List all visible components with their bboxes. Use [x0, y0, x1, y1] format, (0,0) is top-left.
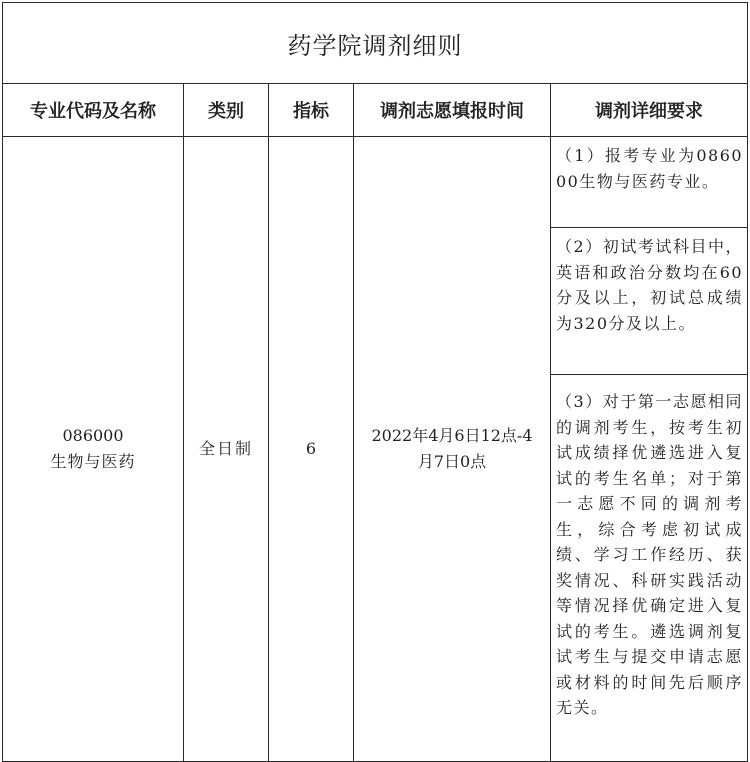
requirement-2: （2）初试考试科目中，英语和政治分数均在60分及以上，初试总成绩为320分及以上。: [551, 228, 748, 375]
category-cell: 全日制: [184, 137, 269, 762]
major-name: 生物与医药: [50, 452, 136, 471]
time-text: 2022年4月6日12点-4月7日0点: [371, 426, 533, 471]
header-major: 专业代码及名称: [3, 84, 184, 137]
major-cell: [3, 137, 184, 762]
major-code: 086000: [62, 426, 124, 445]
requirement-3: （3）对于第一志愿相同的调剂考生，按考生初试成绩择优遴选进入复试的考生名单；对于第一志愿不同的调剂考生，综合考虑初试成绩、学习工作经历、获奖情况、科研实践活动等情况择优确定进入复试的考生。遴选调剂复试考生与提交申请志愿或材料的时间先后顺序无关。: [551, 375, 748, 762]
adjustment-rules-table: [2, 2, 748, 762]
time-cell: [354, 137, 551, 762]
quota-cell: 6: [269, 137, 354, 762]
header-requirements: 调剂详细要求: [551, 84, 748, 137]
header-category: 类别: [184, 84, 269, 137]
page-title: 药学院调剂细则: [3, 3, 748, 84]
requirement-1: （1）报考专业为086000生物与医药专业。: [551, 137, 748, 228]
header-quota: 指标: [269, 84, 354, 137]
header-time: 调剂志愿填报时间: [354, 84, 551, 137]
